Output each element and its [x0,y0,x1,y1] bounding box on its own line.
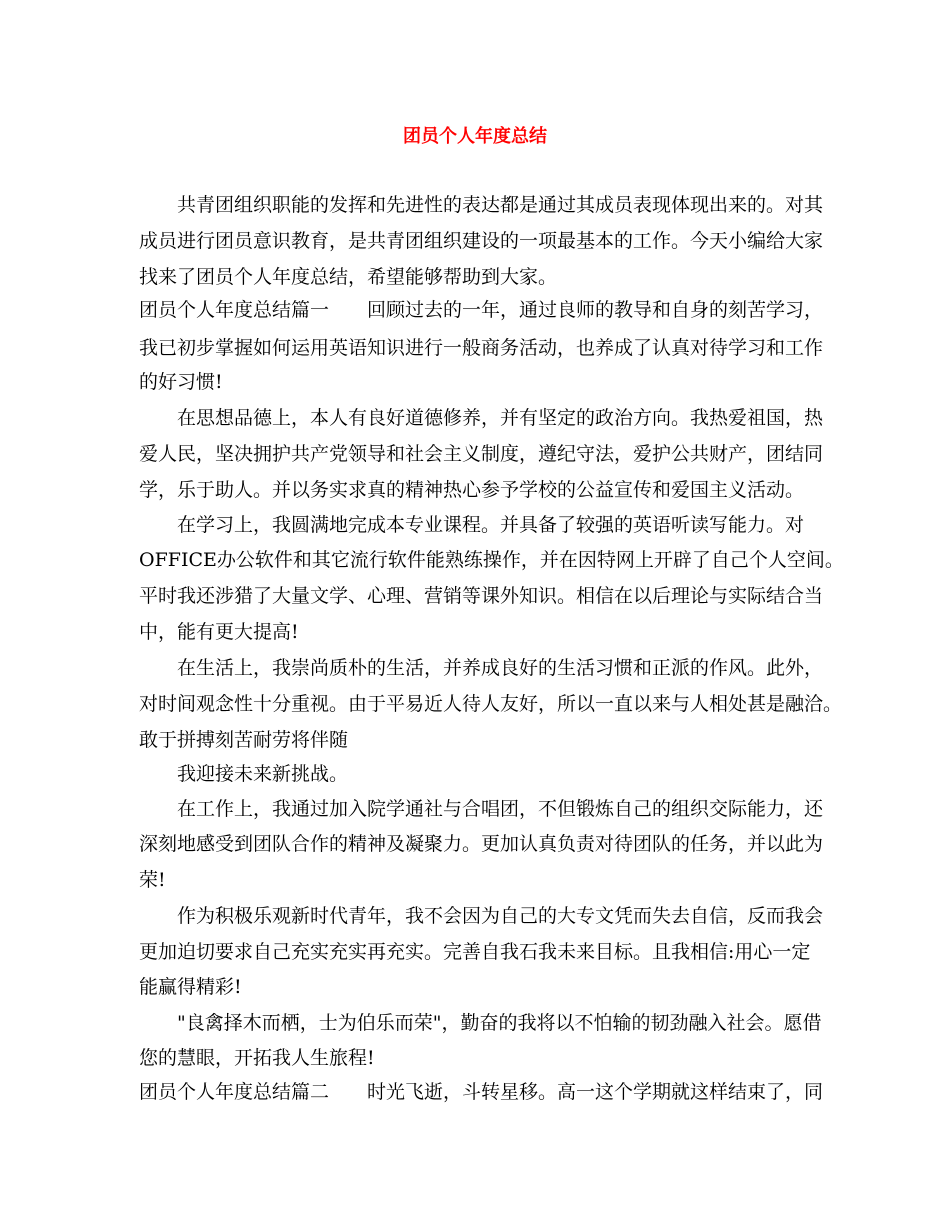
paragraph-line: 共青团组织职能的发挥和先进性的表达都是通过其成员表现体现出来的。对其 [177,194,824,216]
paragraph-line: 平时我还涉猎了大量文学、心理、营销等课外知识。相信在以后理论与实际结合当 [139,585,824,607]
paragraph-line: 作为积极乐观新时代青年，我不会因为自己的大专文凭而失去自信，反而我会 [177,905,824,927]
paragraph-line: 更加迫切要求自己充实充实再充实。完善自我石我未来目标。且我相信:用心一定 [139,941,811,963]
paragraph-line: 在工作上，我通过加入院学通社与合唱团，不但锻炼自己的组织交际能力，还 [177,798,824,820]
paragraph-line: "良禽择木而栖，士为伯乐而荣"，勤奋的我将以不怕输的韧劲融入社会。愿借 [177,1012,822,1034]
section-heading-line [139,298,839,322]
paragraph-line: 的好习惯! [139,371,223,393]
paragraph-line: 深刻地感受到团队合作的精神及凝聚力。更加认真负责对待团队的任务，并以此为 [139,833,824,855]
paragraph-line: 学，乐于助人。并以务实求真的精神热心参予学校的公益宣传和爱国主义活动。 [139,479,805,501]
paragraph-line: 敢于拼搏刻苦耐劳将伴随 [139,729,349,751]
paragraph-text: 回顾过去的一年，通过良师的教导和自身的刻苦学习， [367,299,824,321]
paragraph-line: 中，能有更大提高! [139,621,299,643]
paragraph-line: 爱人民，坚决拥护共产党领导和社会主义制度，遵纪守法，爱护公共财产，团结同 [139,443,824,465]
paragraph-line: 能赢得精彩! [139,976,242,998]
paragraph-line: 在生活上，我崇尚质朴的生活，并养成良好的生活习惯和正派的作风。此外， [177,657,824,679]
section-heading: 团员个人年度总结篇一 [139,299,330,321]
section-heading-line [139,1080,839,1104]
paragraph-line: 我迎接未来新挑战。 [177,763,349,785]
document-title: 团员个人年度总结 [403,126,547,147]
paragraph-line: 荣! [139,869,166,891]
paragraph-line: 找来了团员个人年度总结，希望能够帮助到大家。 [139,266,558,288]
paragraph-line: 对时间观念性十分重视。由于平易近人待人友好，所以一直以来与人相处甚是融洽。 [139,693,843,715]
paragraph-line: 您的慧眼，开拓我人生旅程! [139,1047,375,1069]
paragraph-line: 在学习上，我圆满地完成本专业课程。并具备了较强的英语听读写能力。对 [177,514,805,536]
paragraph-line: OFFICE办公软件和其它流行软件能熟练操作，并在因特网上开辟了自己个人空间。 [139,549,844,571]
paragraph-line: 成员进行团员意识教育，是共青团组织建设的一项最基本的工作。今天小编给大家 [139,230,824,252]
paragraph-line: 我已初步掌握如何运用英语知识进行一般商务活动，也养成了认真对待学习和工作 [139,337,824,359]
paragraph-text: 时光飞逝，斗转星移。高一这个学期就这样结束了，同 [367,1081,824,1103]
section-heading: 团员个人年度总结篇二 [139,1081,330,1103]
paragraph-line: 在思想品德上，本人有良好道德修养，并有坚定的政治方向。我热爱祖国，热 [177,407,824,429]
